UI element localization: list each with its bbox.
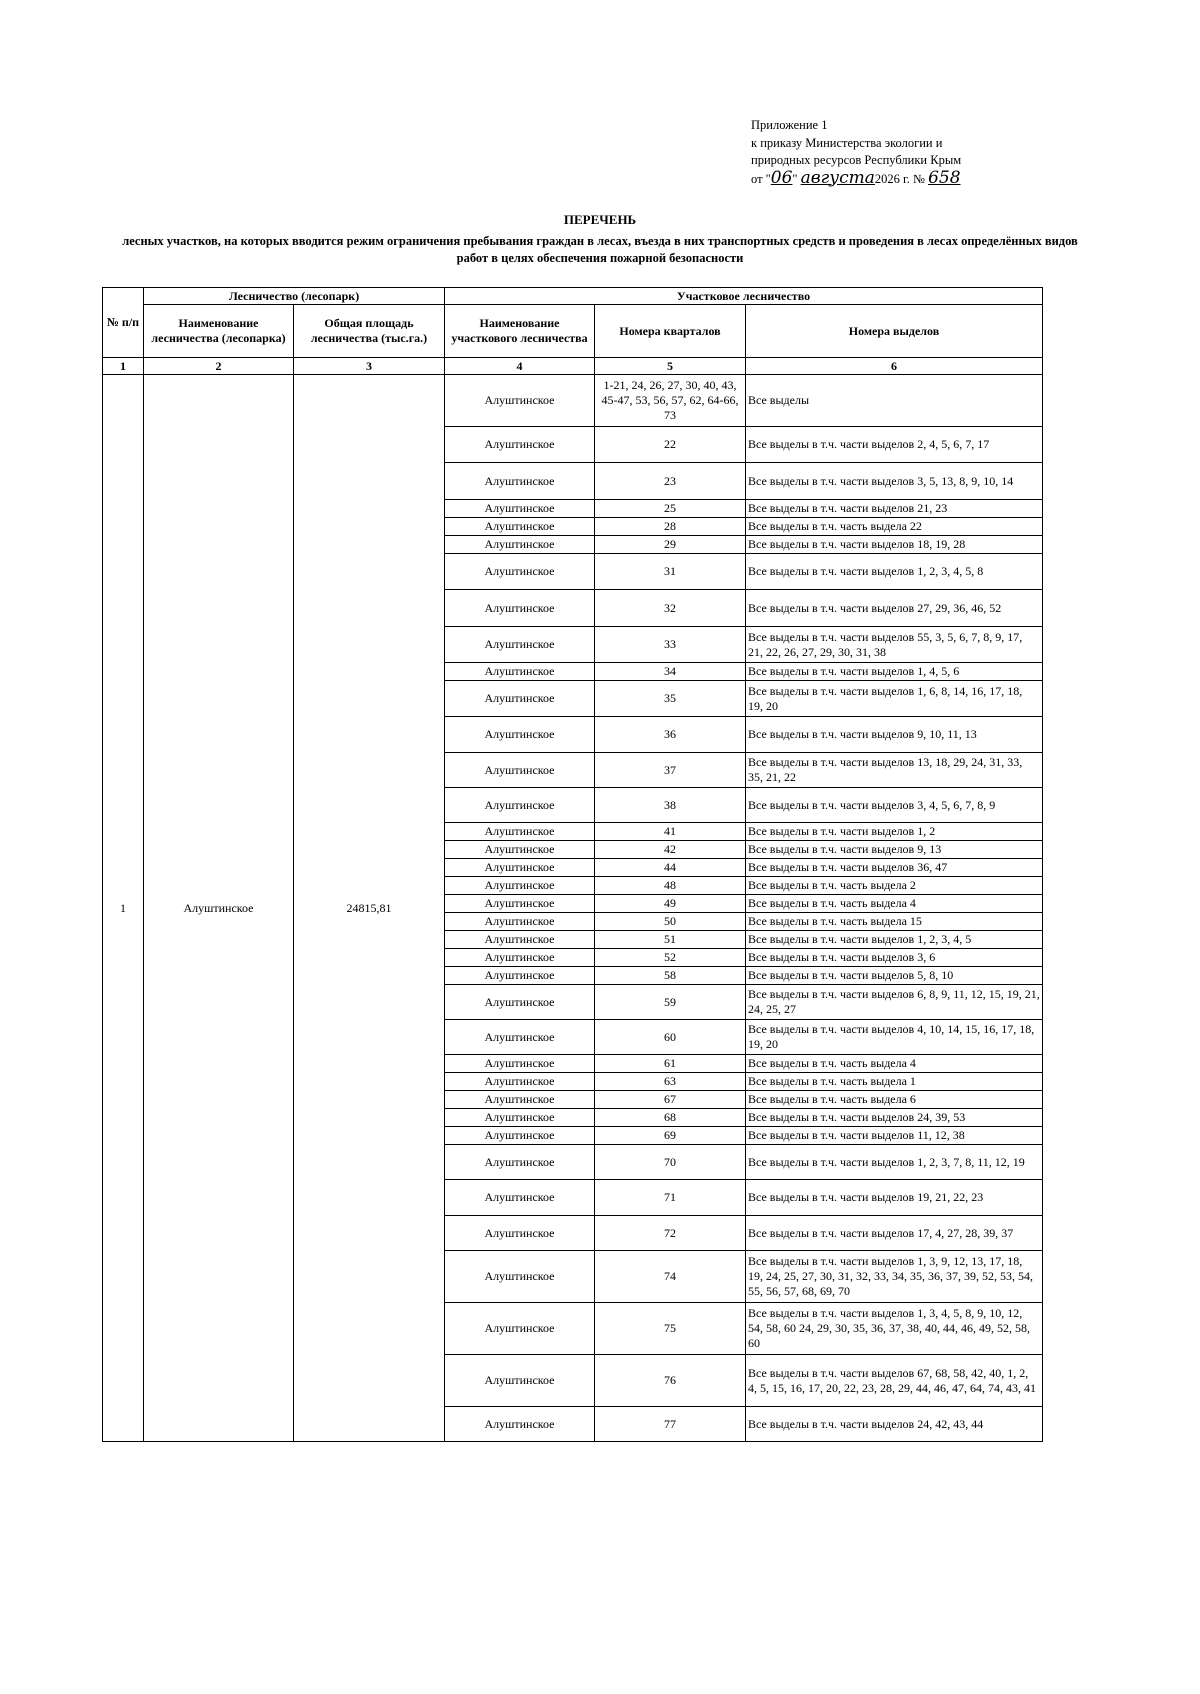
column-number: 6: [746, 358, 1043, 375]
annex-line-2: к приказу Министерства экологии и: [751, 135, 943, 150]
quarters-cell: 33: [595, 627, 746, 663]
district-cell: Алуштинское: [445, 1091, 595, 1109]
plots-cell: Все выделы в т.ч. части выделов 24, 42, 43, 44: [746, 1407, 1043, 1442]
plots-cell: Все выделы в т.ч. части выделов 1, 2: [746, 823, 1043, 841]
header-col-no: № п/п: [103, 288, 144, 358]
annex-line-3: природных ресурсов Республики Крым: [751, 153, 962, 167]
plots-cell: Все выделы в т.ч. части выделов 2, 4, 5, 6, 7, 17: [746, 427, 1043, 463]
quarters-cell: 28: [595, 518, 746, 536]
district-cell: Алуштинское: [445, 1055, 595, 1073]
district-cell: Алуштинское: [445, 877, 595, 895]
district-cell: Алуштинское: [445, 1109, 595, 1127]
district-cell: Алуштинское: [445, 1303, 595, 1355]
quarters-cell: 70: [595, 1145, 746, 1180]
plots-cell: Все выделы в т.ч. части выделов 1, 6, 8, 14, 16, 17, 18, 19, 20: [746, 681, 1043, 717]
column-number: 3: [294, 358, 445, 375]
order-number: 658: [928, 167, 961, 188]
plots-cell: Все выделы в т.ч. части выделов 5, 8, 10: [746, 967, 1043, 985]
district-cell: Алуштинское: [445, 1145, 595, 1180]
plots-cell: Все выделы в т.ч. части выделов 19, 21, 22, 23: [746, 1180, 1043, 1216]
date-mid: ": [792, 171, 798, 186]
column-number: 1: [103, 358, 144, 375]
district-cell: Алуштинское: [445, 1407, 595, 1442]
quarters-cell: 58: [595, 967, 746, 985]
district-cell: Алуштинское: [445, 375, 595, 427]
quarters-cell: 69: [595, 1127, 746, 1145]
quarters-cell: 67: [595, 1091, 746, 1109]
quarters-cell: 61: [595, 1055, 746, 1073]
district-cell: Алуштинское: [445, 536, 595, 554]
district-cell: Алуштинское: [445, 949, 595, 967]
quarters-cell: 34: [595, 663, 746, 681]
district-cell: Алуштинское: [445, 554, 595, 590]
plots-cell: Все выделы в т.ч. части выделов 1, 2, 3, 7, 8, 11, 12, 19: [746, 1145, 1043, 1180]
quarters-cell: 68: [595, 1109, 746, 1127]
quarters-cell: 59: [595, 985, 746, 1020]
quarters-cell: 1-21, 24, 26, 27, 30, 40, 43, 45-47, 53, 56, 57, 62, 64-66, 73: [595, 375, 746, 427]
row-number-cell: 1: [103, 375, 144, 1442]
quarters-cell: 51: [595, 931, 746, 949]
plots-cell: Все выделы в т.ч. части выделов 9, 10, 11, 13: [746, 717, 1043, 753]
date-month: августа: [800, 167, 875, 188]
plots-cell: Все выделы в т.ч. части выделов 36, 47: [746, 859, 1043, 877]
quarters-cell: 49: [595, 895, 746, 913]
quarters-cell: 77: [595, 1407, 746, 1442]
quarters-cell: 29: [595, 536, 746, 554]
plots-cell: Все выделы в т.ч. части выделов 27, 29, 36, 46, 52: [746, 590, 1043, 627]
plots-cell: Все выделы в т.ч. части выделов 18, 19, 28: [746, 536, 1043, 554]
district-cell: Алуштинское: [445, 841, 595, 859]
table-body: [103, 375, 1043, 1442]
district-cell: Алуштинское: [445, 627, 595, 663]
quarters-cell: 31: [595, 554, 746, 590]
quarters-cell: 36: [595, 717, 746, 753]
district-cell: Алуштинское: [445, 500, 595, 518]
forestry-name-cell: Алуштинское: [144, 375, 294, 1442]
plots-cell: Все выделы в т.ч. части выделов 67, 68, 58, 42, 40, 1, 2, 4, 5, 15, 16, 17, 20, 22, 23, 28, 29, 44, 46, 47, 64, 74, 43, 41: [746, 1355, 1043, 1407]
date-prefix: от ": [751, 171, 771, 186]
date-day: 06: [770, 167, 793, 188]
plots-cell: Все выделы в т.ч. часть выдела 15: [746, 913, 1043, 931]
plots-cell: Все выделы: [746, 375, 1043, 427]
quarters-cell: 41: [595, 823, 746, 841]
quarters-cell: 50: [595, 913, 746, 931]
district-cell: Алуштинское: [445, 931, 595, 949]
plots-cell: Все выделы в т.ч. части выделов 11, 12, 38: [746, 1127, 1043, 1145]
quarters-cell: 25: [595, 500, 746, 518]
plots-cell: Все выделы в т.ч. части выделов 17, 4, 27, 28, 39, 37: [746, 1216, 1043, 1251]
quarters-cell: 71: [595, 1180, 746, 1216]
district-cell: Алуштинское: [445, 427, 595, 463]
header-forestry-name: Наименование лесничества (лесопарка): [144, 305, 294, 358]
plots-cell: Все выделы в т.ч. части выделов 4, 10, 14, 15, 16, 17, 18, 19, 20: [746, 1020, 1043, 1055]
plots-cell: Все выделы в т.ч. части выделов 1, 2, 3, 4, 5, 8: [746, 554, 1043, 590]
quarters-cell: 63: [595, 1073, 746, 1091]
plots-cell: Все выделы в т.ч. части выделов 3, 5, 13, 8, 9, 10, 14: [746, 463, 1043, 500]
district-cell: Алуштинское: [445, 1251, 595, 1303]
plots-cell: Все выделы в т.ч. части выделов 21, 23: [746, 500, 1043, 518]
quarters-cell: 60: [595, 1020, 746, 1055]
quarters-cell: 75: [595, 1303, 746, 1355]
table-row: [103, 375, 1043, 427]
document-title: ПЕРЕЧЕНЬ: [563, 212, 637, 227]
header-plots: Номера выделов: [746, 305, 1043, 358]
plots-cell: Все выделы в т.ч. части выделов 55, 3, 5, 6, 7, 8, 9, 17, 21, 22, 26, 27, 29, 30, 31, 38: [746, 627, 1043, 663]
district-cell: Алуштинское: [445, 788, 595, 823]
plots-cell: Все выделы в т.ч. часть выдела 6: [746, 1091, 1043, 1109]
annex-block: [751, 117, 1081, 188]
forestry-area-cell: 24815,81: [294, 375, 445, 1442]
quarters-cell: 42: [595, 841, 746, 859]
quarters-cell: 48: [595, 877, 746, 895]
district-cell: Алуштинское: [445, 1127, 595, 1145]
header-group-forestry: Лесничество (лесопарк): [144, 288, 445, 305]
column-number: 4: [445, 358, 595, 375]
district-cell: Алуштинское: [445, 985, 595, 1020]
plots-cell: Все выделы в т.ч. части выделов 1, 4, 5, 6: [746, 663, 1043, 681]
plots-cell: Все выделы в т.ч. части выделов 24, 39, 53: [746, 1109, 1043, 1127]
annex-line-1: Приложение 1: [751, 118, 828, 132]
quarters-cell: 74: [595, 1251, 746, 1303]
district-cell: Алуштинское: [445, 859, 595, 877]
district-cell: Алуштинское: [445, 463, 595, 500]
district-cell: Алуштинское: [445, 1216, 595, 1251]
header-area: Общая площадь лесничества (тыс.га.): [294, 305, 445, 358]
district-cell: Алуштинское: [445, 753, 595, 788]
plots-cell: Все выделы в т.ч. части выделов 9, 13: [746, 841, 1043, 859]
column-number: 2: [144, 358, 294, 375]
plots-cell: Все выделы в т.ч. части выделов 6, 8, 9, 11, 12, 15, 19, 21, 24, 25, 27: [746, 985, 1043, 1020]
district-cell: Алуштинское: [445, 967, 595, 985]
plots-cell: Все выделы в т.ч. части выделов 1, 2, 3, 4, 5: [746, 931, 1043, 949]
quarters-cell: 76: [595, 1355, 746, 1407]
quarters-cell: 35: [595, 681, 746, 717]
column-number: 5: [595, 358, 746, 375]
quarters-cell: 37: [595, 753, 746, 788]
quarters-cell: 72: [595, 1216, 746, 1251]
plots-cell: Все выделы в т.ч. части выделов 3, 4, 5, 6, 7, 8, 9: [746, 788, 1043, 823]
header-quarters: Номера кварталов: [595, 305, 746, 358]
district-cell: Алуштинское: [445, 895, 595, 913]
plots-cell: Все выделы в т.ч. части выделов 1, 3, 4, 5, 8, 9, 10, 12, 54, 58, 60 24, 29, 30, 35, 36, 37, 38, 40, 44, 46, 49, 52, 58, 60: [746, 1303, 1043, 1355]
quarters-cell: 22: [595, 427, 746, 463]
district-cell: Алуштинское: [445, 1073, 595, 1091]
plots-cell: Все выделы в т.ч. части выделов 3, 6: [746, 949, 1043, 967]
district-cell: Алуштинское: [445, 913, 595, 931]
district-cell: Алуштинское: [445, 663, 595, 681]
plots-cell: Все выделы в т.ч. часть выдела 1: [746, 1073, 1043, 1091]
forest-plots-table: [102, 287, 1043, 1442]
district-cell: Алуштинское: [445, 823, 595, 841]
quarters-cell: 44: [595, 859, 746, 877]
quarters-cell: 32: [595, 590, 746, 627]
plots-cell: Все выделы в т.ч. части выделов 1, 3, 9, 12, 13, 17, 18, 19, 24, 25, 27, 30, 31, 32, 33, 34, 35, 36, 37, 39, 52, 53, 54, 55, 56, 57, 68, 69, 70: [746, 1251, 1043, 1303]
plots-cell: Все выделы в т.ч. часть выдела 4: [746, 1055, 1043, 1073]
document-subtitle: лесных участков, на которых вводится режим ограничения пребывания граждан в лесах, въезда в них транспортных средств и проведения в лесах определённых видов работ в целях обеспечения пожарной безопасности: [122, 234, 1078, 265]
quarters-cell: 38: [595, 788, 746, 823]
quarters-cell: 52: [595, 949, 746, 967]
quarters-cell: 23: [595, 463, 746, 500]
plots-cell: Все выделы в т.ч. часть выдела 2: [746, 877, 1043, 895]
plots-cell: Все выделы в т.ч. часть выдела 22: [746, 518, 1043, 536]
district-cell: Алуштинское: [445, 1355, 595, 1407]
district-cell: Алуштинское: [445, 518, 595, 536]
district-cell: Алуштинское: [445, 590, 595, 627]
header-group-district: Участковое лесничество: [445, 288, 1043, 305]
district-cell: Алуштинское: [445, 1180, 595, 1216]
date-year: 2026 г. №: [874, 171, 925, 186]
annex-date-line: [751, 167, 1081, 189]
district-cell: Алуштинское: [445, 1020, 595, 1055]
plots-cell: Все выделы в т.ч. части выделов 13, 18, 29, 24, 31, 33, 35, 21, 22: [746, 753, 1043, 788]
district-cell: Алуштинское: [445, 717, 595, 753]
plots-cell: Все выделы в т.ч. часть выдела 4: [746, 895, 1043, 913]
district-cell: Алуштинское: [445, 681, 595, 717]
header-district-name: Наименование участкового лесничества: [445, 305, 595, 358]
